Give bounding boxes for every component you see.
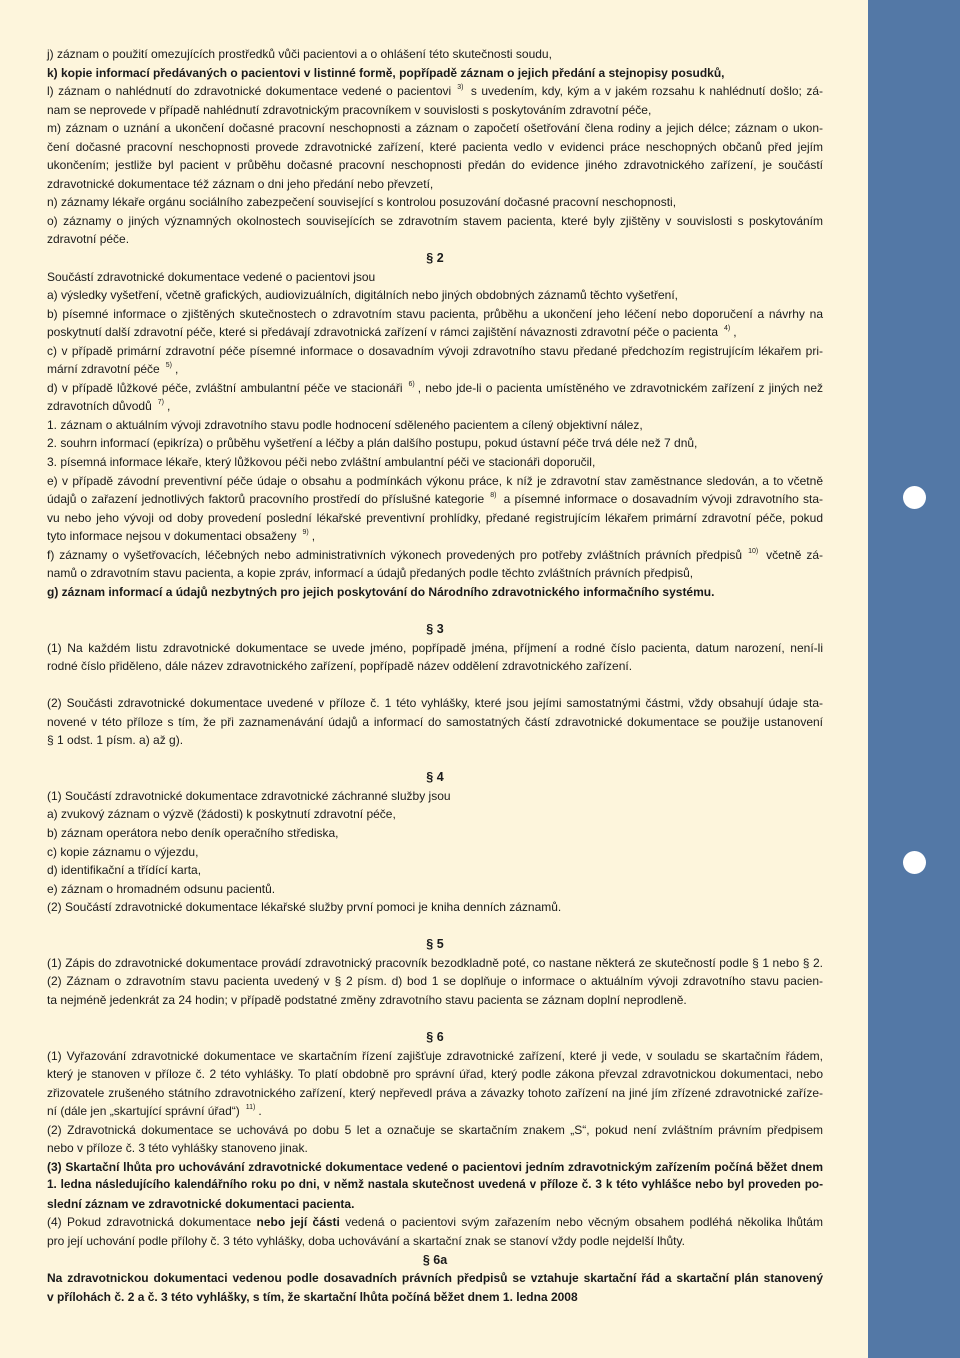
section-heading — [47, 620, 823, 639]
footnote-ref: 10) — [748, 547, 759, 555]
line-text: čení dočasné pracovní neschopnosti provede zdravotnické zařízení, které pacienta vedlo v evidenci práce neschopných občanů před jejím — [47, 139, 823, 154]
text-line — [47, 583, 823, 602]
line-text-bold: nebo její části — [256, 1215, 340, 1230]
line-text: (1) Součástí zdravotnické dokumentace zdravotnické záchranné služby jsou — [47, 788, 451, 803]
line-text: 1. ledna následujícího kalendářního roku po dni, v němž nastala skutečnost uvedená v příloze č. 3 k této vyhlášce nebo byl proveden po- — [47, 1178, 823, 1192]
blank-line — [47, 1009, 823, 1028]
text-line — [47, 861, 823, 880]
line-text: c) kopie záznamu o výjezdu, — [47, 844, 199, 859]
line-text: § 6 — [426, 1029, 444, 1044]
text-line — [47, 1176, 823, 1195]
line-text: § 3 — [426, 621, 444, 636]
section-heading — [47, 1251, 823, 1270]
line-text: o) záznamy o jiných významných okolnostech souvisejících se zdravotním stavem pacienta, které byly zjištěny v souvislosti s poskytováním — [47, 213, 823, 228]
text-line — [47, 379, 823, 398]
blank-line — [47, 601, 823, 620]
text-line — [47, 713, 823, 732]
line-text: § 1 odst. 1 písm. a) až g). — [47, 733, 184, 748]
footnote-ref: 6) — [408, 380, 415, 388]
line-text: nam se neprovede v případě nahlédnutí zdravotnickým pracovníkem v souvislosti s poskytováním zdravotní péče, — [47, 102, 652, 117]
text-line — [47, 360, 823, 379]
line-text: 3. písemná informace lékaře, který lůžkovou péči nebo zvláštní ambulantní péči ve stacionáři doporučil, — [47, 455, 596, 470]
line-text: e) záznam o hromadném odsunu pacientů. — [47, 881, 276, 896]
line-text: (1) Zápis do zdravotnické dokumentace provádí zdravotnický pracovník bezodkladně poté, co nastane některá ze skutečností podle § 1 nebo § 2. — [47, 955, 823, 970]
text-line — [47, 824, 823, 843]
text-line — [47, 268, 823, 287]
line-text: poskytnutí další zdravotní péče, které si předávají zdravotnická zařízení v rámci zajištění návaznosti zdravotní péče o pacienta — [47, 325, 719, 340]
line-text-cont: s uvedením, kdy, kým a v jakém rozsahu k nahlédnutí došlo; zá- — [466, 84, 824, 99]
text-line — [47, 509, 823, 528]
line-text: pro její uchování podle přílohy č. 3 této vyhlášky, doba uchovávání a skartační znak se stanoví vždy podle nejdelší lhůty. — [47, 1234, 685, 1248]
line-text: (2) Součásti zdravotnické dokumentace uvedené v příloze č. 1 této vyhlášky, které jsou jejími samostatnými částmi, vždy obsahují údaje sta- — [47, 696, 823, 711]
line-text: (2) Zdravotnická dokumentace se uchovává po dobu 5 let a označuje se skartačním znakem „S“, pokud není zvláštním právním předpisem — [47, 1122, 823, 1137]
text-line — [47, 230, 823, 249]
footnote-ref: 8) — [490, 492, 497, 500]
text-line — [47, 156, 823, 175]
line-text: slední záznam ve zdravotnické dokumentaci pacienta. — [47, 1196, 355, 1211]
text-line — [47, 1213, 823, 1232]
line-text: e) v případě závodní preventivní péče údaje o obsahu a podmínkách výkonu práce, k níž je zdravotní stav zaměstnance sledován, a to včetně — [47, 473, 823, 488]
text-line — [47, 731, 823, 750]
line-text: v přílohách č. 2 a č. 3 této vyhlášky, s tím, že skartační lhůta počíná běžet dnem 1. ledna 2008 — [47, 1289, 578, 1304]
line-text: ta nejméně jedenkrát za 24 hodin; v případě podstatné změny zdravotního stavu pacienta se záznam doplní neprodleně. — [47, 992, 687, 1007]
line-text-cont: . — [258, 1104, 262, 1119]
line-text: § 4 — [426, 770, 444, 785]
section-heading — [47, 1028, 823, 1047]
blank-line — [47, 750, 823, 769]
footnote-ref: 7) — [157, 399, 164, 407]
text-line — [47, 1232, 823, 1251]
text-line — [47, 1288, 823, 1307]
text-line — [47, 657, 823, 676]
line-text: a) výsledky vyšetření, včetně grafických, audiovizuálních, digitálních nebo jiných obdobných záznamů těchto vyšetření, — [47, 288, 679, 303]
line-text: 1. záznam o aktuálním vývoji zdravotního stavu podle hodnocení sděleného pacientem a cílený objektivní nález, — [47, 417, 643, 432]
line-text: k) kopie informací předávaných o pacientovi v listinné formě, popřípadě záznam o jejich předání a stejnopisy posudků, — [47, 65, 725, 80]
line-text-cont: , — [174, 362, 179, 377]
text-line — [47, 175, 823, 194]
line-text-cont: , — [311, 529, 316, 544]
text-line — [47, 1195, 823, 1214]
text-line — [47, 1269, 823, 1288]
line-text: zdravotní péče. — [47, 232, 130, 247]
line-text: g) záznam informací a údajů nezbytných pro jejich poskytování do Národního zdravotnického informačního systému. — [47, 584, 715, 599]
text-line — [47, 1158, 823, 1177]
text-line — [47, 898, 823, 917]
line-text: nebo v příloze č. 3 této vyhlášky stanoveno jinak. — [47, 1141, 308, 1156]
line-text: novené v této příloze s tím, že při zaznamenávání údajů a informací do samostatných částí zdravotnické dokumentace se použije ustanovení — [47, 714, 823, 729]
line-text: Součástí zdravotnické dokumentace vedené o pacientovi jsou — [47, 269, 376, 284]
text-line — [47, 138, 823, 157]
line-text: a) zvukový záznam o výzvě (žádosti) k poskytnutí zdravotní péče, — [47, 807, 396, 822]
line-text: § 2 — [426, 251, 444, 266]
line-text: který je stanoven v příloze č. 2 této vyhlášky. To platí obdobně pro správní úřad, který podle zákona převzal zdravotnickou dokumentaci, nebo — [47, 1067, 823, 1082]
line-text: (4) Pokud zdravotnická dokumentace — [47, 1215, 257, 1230]
text-line — [47, 1084, 823, 1103]
footnote-ref: 9) — [302, 529, 309, 537]
line-text: f) záznamy o vyšetřovacích, léčebných nebo administrativních výkonech provedených pro potřeby zvláštních právních předpisů — [47, 547, 743, 562]
binder-sidebar — [868, 0, 960, 1358]
text-line — [47, 1065, 823, 1084]
text-line — [47, 305, 823, 324]
line-text: j) záznam o použití omezujících prostředků vůči pacientovi a o ohlášení této skutečnosti soudu, — [47, 47, 552, 61]
punch-hole-lower — [903, 851, 926, 874]
line-text: l) záznam o nahlédnutí do zdravotnické dokumentace vedené o pacientovi — [47, 84, 452, 99]
line-text-cont: včetně zá- — [761, 547, 823, 562]
line-text: vu nebo jeho vývoji od doby provedení poslední lékařské preventivní prohlídky, předané registrujícím lékařem primární zdravotní péče, pokud — [47, 510, 823, 525]
text-line — [47, 880, 823, 899]
line-text: (2) Záznam o zdravotním stavu pacienta uvedený v § 2 písm. d) bod 1 se doplňuje o informace o aktuálním vývoji zdravotního stavu pacien- — [47, 974, 823, 989]
blank-line — [47, 676, 823, 695]
line-text: 2. souhrn informací (epikríza) o průběhu vyšetření a léčby a plán dalšího postupu, pokud ústavní péče trvá déle než 7 dnů, — [47, 436, 698, 451]
line-text: rodné číslo přiděleno, dále název zdravotnického zařízení, popřípadě název oddělení zdravotnického zařízení. — [47, 659, 633, 674]
text-line — [47, 787, 823, 806]
text-line — [47, 1121, 823, 1140]
text-line — [47, 490, 823, 509]
line-text: (1) Vyřazování zdravotnické dokumentace ve skartačním řízení zajišťuje zdravotnické zařízení, které ji vede, v souladu se skartačním řádem, — [47, 1048, 823, 1063]
section-heading — [47, 935, 823, 954]
line-text: údajů o zařazení jednotlivých faktorů pracovního prostředí do příslušné kategorie — [47, 492, 485, 507]
line-text: m) záznam o uznání a ukončení dočasné pracovní neschopnosti a záznam o započetí ošetřování člena rodiny a jejich délce; záznam o ukon- — [47, 121, 823, 136]
section-heading — [47, 768, 823, 787]
document-text — [47, 45, 823, 1306]
text-line — [47, 101, 823, 120]
line-text: (1) Na každém listu zdravotnické dokumentace se uvede jméno, popřípadě jména, příjmení a rodné číslo pacienta, datum narození, není-li — [47, 640, 823, 655]
text-line — [47, 82, 823, 101]
line-text: zdravotnické dokumentace též záznam o dni jeho předání nebo převzetí, — [47, 176, 434, 191]
line-text: (3) Skartační lhůta pro uchovávání zdravotnické dokumentace vedené o pacientovi jedním zdravotnickým zařízením počíná běžet dnem — [47, 1159, 823, 1174]
line-text: ukončením; jestliže byl pacient v průběhu dočasné pracovní neschopnosti předán do evidence jiného zdravotnického zařízení, je součástí — [47, 158, 823, 173]
text-line — [47, 1102, 823, 1121]
text-line — [47, 546, 823, 565]
text-line — [47, 323, 823, 342]
text-line — [47, 972, 823, 991]
footnote-ref: 3) — [457, 84, 464, 92]
footnote-ref: 11) — [245, 1104, 256, 1112]
line-text: mární zdravotní péče — [47, 362, 160, 377]
line-text: d) identifikační a třídící karta, — [47, 863, 202, 878]
text-line — [47, 212, 823, 231]
line-text: d) v případě lůžkové péče, zvláštní ambulantní péče ve stacionáři — [47, 380, 403, 395]
line-text: b) záznam operátora nebo deník operačního střediska, — [47, 825, 339, 840]
text-line — [47, 453, 823, 472]
line-text: Na zdravotnickou dokumentaci vedenou podle dosavadních právních předpisů se vztahuje skartační řád a skartační plán stanovený — [47, 1271, 823, 1286]
text-line — [47, 434, 823, 453]
line-text: namů o zdravotním stavu pacienta, a kopie zpráv, informací a údajů předaných podle těchto zvláštních právních předpisů, — [47, 566, 694, 581]
line-text-cont: , — [733, 325, 737, 340]
blank-line — [47, 917, 823, 936]
line-text-cont: , — [166, 399, 171, 414]
footnote-ref: 4) — [724, 325, 731, 333]
text-line — [47, 64, 823, 83]
section-heading — [47, 249, 823, 268]
text-line — [47, 527, 823, 546]
line-text: n) záznamy lékaře orgánu sociálního zabezpečení související s kontrolou posuzování dočasné pracovní neschopnosti, — [47, 195, 677, 210]
text-line — [47, 954, 823, 973]
text-line — [47, 286, 823, 305]
line-text: § 6a — [422, 1252, 448, 1267]
line-text-cont: vedená o pacientovi svým zařazením nebo věcným obsahem podléhá několika lhůtám — [339, 1215, 823, 1230]
line-text: ní (dále jen „skartující správní úřad“) — [47, 1104, 240, 1119]
text-line — [47, 45, 823, 64]
text-line — [47, 805, 823, 824]
text-line — [47, 397, 823, 416]
line-text: (2) Součástí zdravotnické dokumentace lékařské služby první pomoci je kniha denních záznamů. — [47, 900, 562, 915]
line-text-cont: , nebo jde-li o pacienta umístěného ve zdravotnickém zařízení z jiných než — [417, 380, 824, 395]
punch-hole-upper — [903, 486, 926, 509]
text-line — [47, 1139, 823, 1158]
line-text-cont: a písemné informace o dosavadním vývoji zdravotního sta- — [499, 492, 823, 507]
line-text: tyto informace nejsou v dokumentaci obsaženy — [47, 529, 297, 544]
text-line — [47, 416, 823, 435]
line-text: zdravotních důvodů — [47, 399, 152, 414]
text-line — [47, 843, 823, 862]
text-line — [47, 991, 823, 1010]
text-line — [47, 1047, 823, 1066]
text-line — [47, 564, 823, 583]
text-line — [47, 639, 823, 658]
footnote-ref: 5) — [165, 362, 172, 370]
line-text: c) v případě primární zdravotní péče písemné informace o dosavadním vývoji zdravotního stavu předané předchozím registrujícím lékařem pri- — [47, 343, 823, 358]
line-text: zřizovatele zrušeného státního zdravotnického zařízení, který nepřevedl práva a závazky tohoto zařízení na jiné jím zřízené zdravotnické zaříze- — [47, 1085, 823, 1100]
line-text: b) písemné informace o zjištěných skutečnostech o zdravotním stavu pacienta, průběhu a ukončení jeho léčení nebo doporučení a návrhy na — [47, 306, 823, 321]
line-text: § 5 — [426, 937, 444, 952]
text-line — [47, 472, 823, 491]
text-line — [47, 342, 823, 361]
text-line — [47, 193, 823, 212]
text-line — [47, 119, 823, 138]
text-line — [47, 694, 823, 713]
